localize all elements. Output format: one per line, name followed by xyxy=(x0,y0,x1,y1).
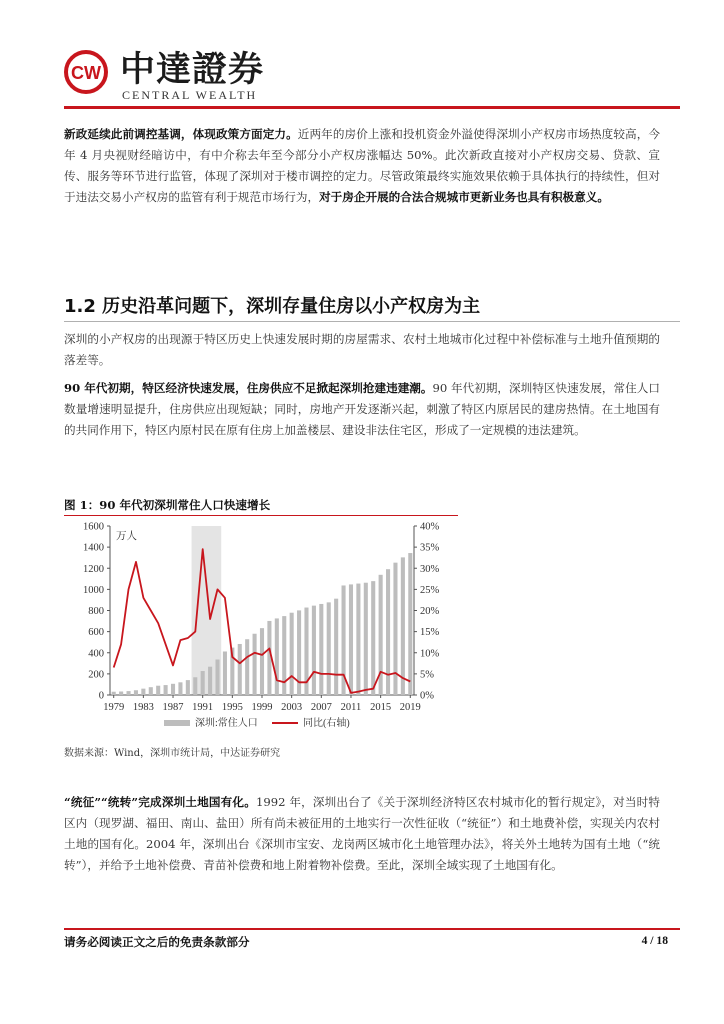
population-bar xyxy=(386,569,390,695)
population-bar xyxy=(215,660,219,695)
population-bar xyxy=(223,651,227,695)
x-tick-label: 2015 xyxy=(370,702,392,713)
unit-label: 万人 xyxy=(116,531,137,542)
x-tick-label: 1995 xyxy=(221,702,243,713)
left-tick-label: 600 xyxy=(88,627,104,639)
population-bar xyxy=(356,584,360,695)
paragraph-lead: 90 年代初期，特区经济快速发展，住房供应不足掀起深圳抢建违建潮。 xyxy=(64,381,433,395)
header-divider xyxy=(64,106,680,109)
paragraph-land-nationalization xyxy=(64,792,660,876)
population-bar xyxy=(275,618,279,695)
paragraph-policy xyxy=(64,124,660,208)
x-tick-label: 2003 xyxy=(281,702,303,713)
left-tick-label: 200 xyxy=(88,669,104,681)
x-tick-label: 2007 xyxy=(310,702,332,713)
right-tick-label: 15% xyxy=(420,627,440,639)
x-tick-label: 1979 xyxy=(103,702,125,713)
footer-disclaimer: 请务必阅读正文之后的免责条款部分 xyxy=(64,935,250,949)
paragraph-body: 深圳的小产权房的出现源于特区历史上快速发展时期的房屋需求、农村土地城市化过程中补偿标准与土地升值预期的落差等。 xyxy=(64,332,660,367)
x-tick-label: 1983 xyxy=(132,702,154,713)
company-name-cn: 中達證券 xyxy=(120,50,265,90)
left-tick-label: 0 xyxy=(98,690,104,702)
svg-text:CW: CW xyxy=(71,63,101,83)
population-bar xyxy=(171,684,175,695)
right-tick-label: 30% xyxy=(420,563,440,575)
population-bar xyxy=(141,689,145,695)
right-tick-label: 40% xyxy=(420,521,440,533)
left-tick-label: 1200 xyxy=(83,563,104,575)
population-bar xyxy=(319,604,323,695)
footer-divider xyxy=(64,928,680,930)
right-tick-label: 25% xyxy=(420,584,440,596)
population-bar xyxy=(201,671,205,695)
population-bar xyxy=(334,599,338,695)
population-bar xyxy=(401,557,405,695)
population-bar xyxy=(312,606,316,695)
left-tick-label: 1000 xyxy=(83,584,104,596)
population-bar xyxy=(364,583,368,695)
paragraph-body: 1992 年，深圳出台了《关于深圳经济特区农村城市化的暂行规定》，对当时特区内（现罗湖、福田、南山、盐田）所有尚未被征用的土地实行一次性征收（“统征”）和土地费补偿，实现关内农村土地的国有化。2004 年，深圳出台《深圳市宝安、龙岗两区城市化土地管理办法》，将关外土地转为国有土地（“统转”），并给予土地补偿费、青苗补偿费和地上附着物补偿费。至此，深圳全域实现了土地国有化。 xyxy=(64,795,660,872)
population-bar xyxy=(126,691,130,695)
population-bar xyxy=(193,677,197,695)
paragraph-lead: “统征”“统转”完成深圳土地国有化。 xyxy=(64,795,256,809)
paragraph-1990s xyxy=(64,378,660,441)
paragraph-tail: 对于房企开展的合法合规城市更新业务也具有积极意义。 xyxy=(319,190,609,204)
cw-logo-icon xyxy=(64,50,108,94)
population-bar xyxy=(208,667,212,695)
population-bar xyxy=(393,563,397,695)
paragraph-body: 近两年的房价上涨和投机资金外溢使得深圳小产权房市场热度较高，今年 4 月央视财经暗访中，有中介称去年至今部分小产权房涨幅达 50%。此次新政直接对小产权房交易、贷款、宣传、服务等环节进行监管，体现了深圳对于楼市调控的定力。尽管政策最终实施效果依赖于具体执行的持续性，但对于违法交易小产权房的监管有利于规范市场行为， xyxy=(64,127,660,204)
population-bar xyxy=(238,644,242,695)
right-tick-label: 35% xyxy=(420,542,440,554)
section-title: 1.2 历史沿革问题下，深圳存量住房以小产权房为主 xyxy=(64,296,481,317)
population-bar xyxy=(119,692,123,695)
population-bar xyxy=(245,639,249,695)
population-bar xyxy=(371,581,375,695)
population-bar xyxy=(290,613,294,695)
section-divider xyxy=(64,321,680,322)
x-tick-label: 1991 xyxy=(192,702,214,713)
x-tick-label: 2019 xyxy=(399,702,421,713)
legend-label-yoy: 同比(右轴) xyxy=(303,718,350,729)
right-tick-label: 0% xyxy=(420,690,434,702)
left-tick-label: 1400 xyxy=(83,542,104,554)
population-bar xyxy=(253,634,257,695)
population-bar xyxy=(327,602,331,695)
population-bar xyxy=(408,553,412,695)
left-tick-label: 400 xyxy=(88,648,104,660)
figure-title: 图 1：90 年代初深圳常住人口快速增长 xyxy=(64,498,271,512)
population-bar xyxy=(149,687,153,695)
right-tick-label: 5% xyxy=(420,669,434,681)
paragraph-body: 90 年代初期，深圳特区快速发展，常住人口数量增速明显提升，住房供应出现短缺；同时，房地产开发逐渐兴起，刺激了特区内原居民的建房热情。在土地国有的共同作用下，特区内原村民在原有住房上加盖楼层、建设非法住宅区，形成了一定规模的违法建筑。 xyxy=(64,381,660,437)
population-bar xyxy=(349,584,353,695)
population-bar xyxy=(112,692,116,695)
legend-swatch-population xyxy=(164,720,190,726)
x-tick-label: 1999 xyxy=(251,702,273,713)
population-bar xyxy=(156,686,160,695)
population-chart xyxy=(64,516,464,741)
right-tick-label: 20% xyxy=(420,606,440,617)
population-bar xyxy=(178,682,182,695)
population-bar xyxy=(134,690,138,695)
left-tick-label: 800 xyxy=(88,606,104,617)
paragraph-origin xyxy=(64,329,660,371)
data-source: 数据来源：Wind，深圳市统计局，中达证券研究 xyxy=(64,748,281,759)
company-name-en: CENTRAL WEALTH xyxy=(122,88,258,102)
paragraph-lead: 新政延续此前调控基调，体现政策方面定力。 xyxy=(64,127,298,141)
population-bar xyxy=(164,685,168,695)
left-tick-label: 1600 xyxy=(83,521,104,533)
x-tick-label: 2011 xyxy=(340,702,362,713)
company-logo xyxy=(64,40,294,106)
legend-label-population: 深圳:常住人口 xyxy=(195,718,258,729)
population-bar xyxy=(260,628,264,695)
population-bar xyxy=(186,680,190,695)
x-tick-label: 1987 xyxy=(162,702,184,713)
right-tick-label: 10% xyxy=(420,648,440,660)
page-number: 4 / 18 xyxy=(641,934,668,947)
